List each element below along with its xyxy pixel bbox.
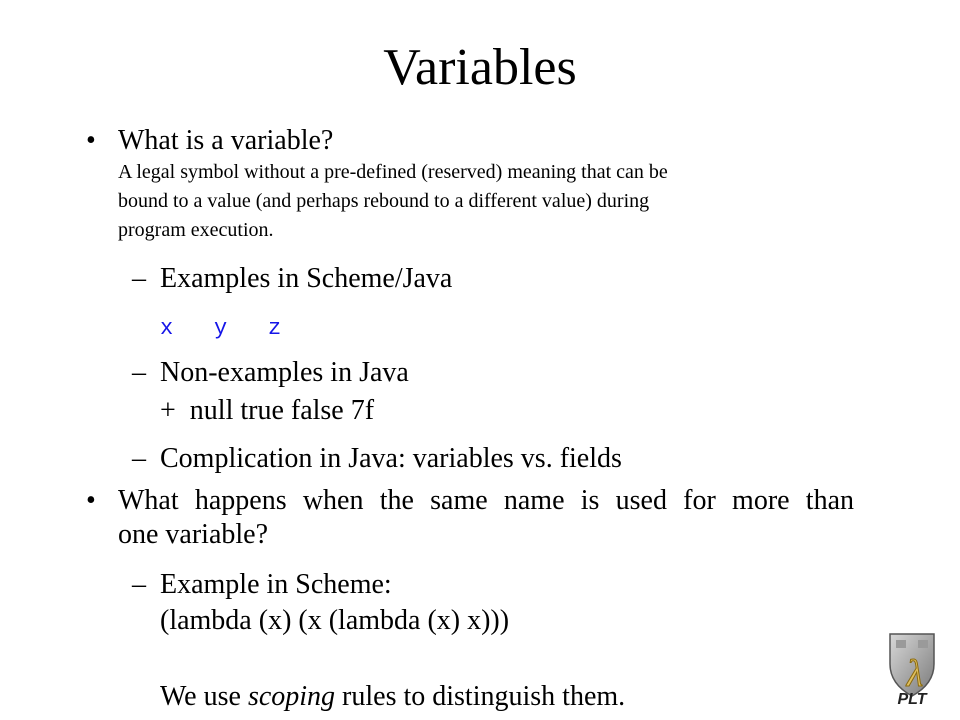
example-var-y: y <box>214 316 228 341</box>
definition-line-2: bound to a value (and perhaps rebound to a different value) during <box>118 190 650 212</box>
bullet2-line-1: What happens when the same name is used for more than <box>118 485 854 516</box>
plt-logo-text: PLT <box>897 691 927 706</box>
scoping-post: rules to distinguish them. <box>335 681 626 712</box>
dash-marker: – <box>132 443 146 474</box>
scheme-example-label: Example in Scheme: <box>160 569 392 600</box>
example-var-x: x <box>160 316 174 341</box>
example-variables <box>160 316 322 341</box>
non-examples-label: Non-examples in Java <box>160 357 409 388</box>
examples-label: Examples in Scheme/Java <box>160 263 453 294</box>
bullet-marker: • <box>86 485 96 516</box>
dash-marker: – <box>132 263 146 294</box>
plt-logo <box>882 630 944 706</box>
scoping-emphasis: scoping <box>247 681 336 712</box>
non-examples-list: + null true false 7f <box>160 395 375 426</box>
scoping-sentence <box>160 680 625 714</box>
bullet-question: What is a variable? <box>118 125 334 156</box>
slide-title: Variables <box>383 39 577 96</box>
dash-marker: – <box>132 357 146 388</box>
bullet2-line-2: one variable? <box>118 519 269 550</box>
example-var-z: z <box>268 316 282 341</box>
definition-line-3: program execution. <box>118 219 274 241</box>
complication-text: Complication in Java: variables vs. fields <box>160 443 622 474</box>
dash-marker: – <box>132 569 146 600</box>
bullet-marker: • <box>86 125 96 156</box>
scheme-example-code: (lambda (x) (x (lambda (x) x))) <box>160 605 510 636</box>
scoping-pre: We use <box>160 681 248 712</box>
lambda-symbol: λ <box>906 653 924 695</box>
definition-line-1: A legal symbol without a pre-defined (reserved) meaning that can be <box>118 161 668 183</box>
